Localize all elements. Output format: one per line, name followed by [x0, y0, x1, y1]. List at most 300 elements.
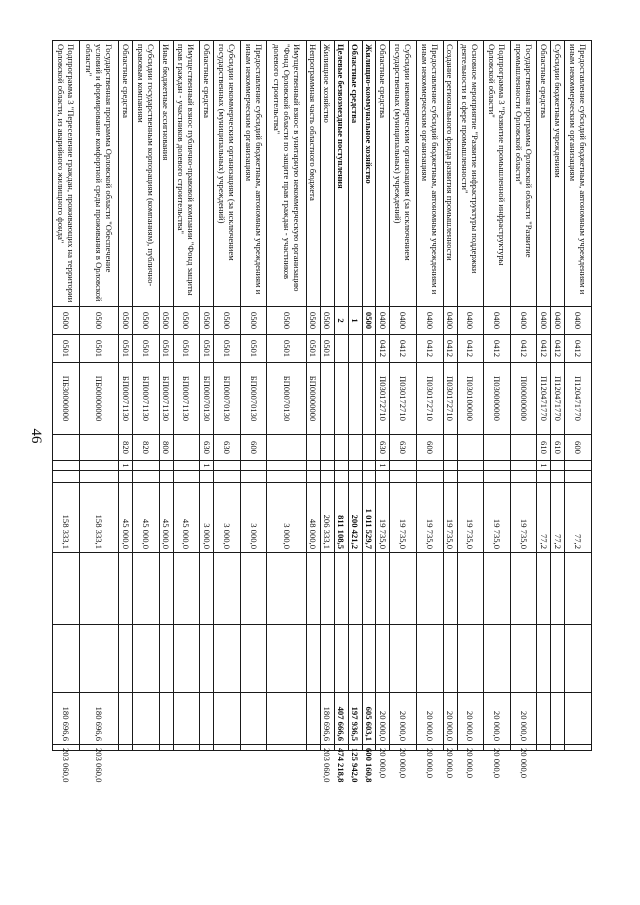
section-code: 0500: [200, 307, 214, 335]
amount-2021-blank: [484, 553, 511, 625]
amount-2021-blank: [376, 553, 390, 625]
amount-2021: 407 666,6: [334, 693, 348, 745]
amount-empty: [484, 471, 511, 483]
amount-2022: [214, 745, 241, 751]
amount-2021: 20 000,0: [484, 693, 511, 745]
amount-2021: 20 000,0: [417, 693, 444, 745]
table-row: [551, 41, 565, 861]
target-article-code: П000000000: [510, 363, 537, 435]
amount-2021: [551, 693, 565, 745]
amount-empty: [240, 471, 267, 483]
section-code: 0500: [240, 307, 267, 335]
target-article-code: БП00070130: [240, 363, 267, 435]
amount-2022: [159, 745, 173, 751]
spacer-cell: [173, 625, 200, 693]
amount-2021-blank: [306, 553, 320, 625]
table-row: [320, 41, 334, 861]
amount-2021-blank: [443, 553, 457, 625]
amount-2022: [565, 745, 592, 751]
amount-2020: 206 333,1: [320, 483, 334, 553]
table-row: [334, 41, 348, 861]
subsection-code: 0412: [510, 335, 537, 363]
amount-2021: [159, 693, 173, 745]
amount-2020: 77,2: [537, 483, 551, 553]
amount-2020: 3 000,0: [214, 483, 241, 553]
spacer-cell: [119, 625, 133, 693]
subsection-code: 0501: [119, 335, 133, 363]
spacer-cell: [565, 625, 592, 693]
row-name: Областные средства: [119, 41, 133, 307]
amount-2022: 20 000,0: [443, 745, 457, 751]
subsection-code: 0412: [376, 335, 390, 363]
row-name: Подпрограмма 3 "Развитие промышленной инфраструктуры Орловской области": [484, 41, 511, 307]
target-article-code: П030172710: [376, 363, 390, 435]
source-code: 1: [200, 461, 214, 471]
amount-2020: 45 000,0: [159, 483, 173, 553]
amount-2022: [240, 745, 267, 751]
expense-type-code: [362, 435, 376, 461]
source-code: [417, 461, 444, 471]
amount-2022: 20 000,0: [390, 745, 417, 751]
amount-2020: 77,2: [565, 483, 592, 553]
subsection-code: 0501: [200, 335, 214, 363]
amount-2022: 20 000,0: [376, 745, 390, 751]
amount-2022: 203 060,0: [53, 745, 80, 751]
target-article-code: БП00071130: [159, 363, 173, 435]
target-article-code: П120471770: [537, 363, 551, 435]
table-row: [417, 41, 444, 861]
amount-2021-blank: [267, 553, 306, 625]
section-code: 0400: [565, 307, 592, 335]
expense-type-code: 630: [376, 435, 390, 461]
spacer-cell: [79, 625, 118, 693]
amount-2021-blank: [565, 553, 592, 625]
section-code: 0500: [133, 307, 160, 335]
amount-empty: [119, 471, 133, 483]
target-article-code: [320, 363, 334, 435]
expense-type-code: 600: [565, 435, 592, 461]
spacer-cell: [510, 625, 537, 693]
table-row: [267, 41, 306, 861]
row-name: Жилищно-коммунальное хозяйство: [362, 41, 376, 307]
amount-empty: [457, 471, 484, 483]
table-row: [565, 41, 592, 861]
amount-2022: 20 000,0: [417, 745, 444, 751]
target-article-code: П030172710: [443, 363, 457, 435]
amount-2020: 19 735,0: [390, 483, 417, 553]
amount-2020: 45 000,0: [119, 483, 133, 553]
target-article-code: БП00071130: [173, 363, 200, 435]
amount-2021: [173, 693, 200, 745]
section-code: 0400: [551, 307, 565, 335]
amount-empty: [53, 471, 80, 483]
spacer-cell: [267, 625, 306, 693]
row-name: Предоставление субсидий бюджетным, автономным учреждениям и иным некоммерческим организациям: [240, 41, 267, 307]
table-row: [53, 41, 80, 861]
source-code: [133, 461, 160, 471]
spacer-cell: [306, 625, 320, 693]
amount-2021-blank: [510, 553, 537, 625]
spacer-cell: [334, 625, 348, 693]
amount-2021: [133, 693, 160, 745]
amount-2022: [119, 745, 133, 751]
spacer-cell: [240, 625, 267, 693]
table-row: [376, 41, 390, 861]
source-code: [390, 461, 417, 471]
spacer-cell: [200, 625, 214, 693]
section-code: 0400: [484, 307, 511, 335]
amount-2022: 474 218,8: [334, 745, 348, 751]
row-name: Областные средства: [537, 41, 551, 307]
amount-2021: [537, 693, 551, 745]
expense-type-code: [484, 435, 511, 461]
source-code: [457, 461, 484, 471]
amount-2020: 811 108,5: [334, 483, 348, 553]
amount-2020: 19 735,0: [510, 483, 537, 553]
section-code: 0400: [443, 307, 457, 335]
amount-2021: 20 000,0: [443, 693, 457, 745]
table-row: [133, 41, 160, 861]
amount-empty: [133, 471, 160, 483]
amount-2022: [200, 745, 214, 751]
amount-2021-blank: [390, 553, 417, 625]
target-article-code: П120471770: [551, 363, 565, 435]
source-code: [443, 461, 457, 471]
amount-2021-blank: [457, 553, 484, 625]
amount-2021: [267, 693, 306, 745]
subsection-code: 0501: [240, 335, 267, 363]
amount-2021-blank: [334, 553, 348, 625]
target-article-code: БП00071130: [133, 363, 160, 435]
expense-type-code: [267, 435, 306, 461]
source-code: [306, 461, 320, 471]
amount-2022: [306, 745, 320, 751]
subsection-code: 0412: [457, 335, 484, 363]
table-row: [484, 41, 511, 861]
amount-empty: [267, 471, 306, 483]
spacer-cell: [443, 625, 457, 693]
row-name: Имущественный взнос в унитарную некоммерческую организацию "Фонд Орловской области по защите прав граждан - участников долевого строительства": [267, 41, 306, 307]
source-code: [348, 461, 362, 471]
source-code: [551, 461, 565, 471]
amount-2021-blank: [79, 553, 118, 625]
source-code: [159, 461, 173, 471]
table-row: [348, 41, 362, 861]
amount-2021: 180 696,6: [320, 693, 334, 745]
spacer-cell: [53, 625, 80, 693]
amount-2021: [214, 693, 241, 745]
subsection-code: 0412: [484, 335, 511, 363]
row-name: Субсидии государственным корпорациям (компаниям), публично-правовым компаниям: [133, 41, 160, 307]
amount-2020: 3 000,0: [200, 483, 214, 553]
row-name: Областные средства: [200, 41, 214, 307]
section-code: 0500: [159, 307, 173, 335]
amount-2021-blank: [200, 553, 214, 625]
section-code: 0400: [376, 307, 390, 335]
subsection-code: 0501: [159, 335, 173, 363]
amount-2022: [537, 745, 551, 751]
section-code: 0400: [417, 307, 444, 335]
expense-type-code: 820: [133, 435, 160, 461]
amount-2021-blank: [53, 553, 80, 625]
amount-empty: [417, 471, 444, 483]
amount-2021: 20 000,0: [390, 693, 417, 745]
amount-2020: 19 735,0: [457, 483, 484, 553]
expense-type-code: 600: [240, 435, 267, 461]
amount-2022: [551, 745, 565, 751]
row-name: Субсидии некоммерческим организациям (за исключением государственных (муниципальных) учреждений): [214, 41, 241, 307]
amount-2020: 19 735,0: [484, 483, 511, 553]
amount-empty: [551, 471, 565, 483]
table-row: [537, 41, 551, 861]
source-code: [565, 461, 592, 471]
amount-2021-blank: [240, 553, 267, 625]
expense-type-code: 820: [119, 435, 133, 461]
expense-type-code: [173, 435, 200, 461]
amount-empty: [510, 471, 537, 483]
expense-type-code: [457, 435, 484, 461]
amount-2021-blank: [133, 553, 160, 625]
table-row: [79, 41, 118, 861]
amount-2020: 158 333,1: [53, 483, 80, 553]
subsection-code: 0412: [537, 335, 551, 363]
section-code: 0500: [267, 307, 306, 335]
amount-empty: [443, 471, 457, 483]
subsection-code: 0412: [417, 335, 444, 363]
section-code: 0500: [362, 307, 376, 335]
source-code: 1: [376, 461, 390, 471]
subsection-code: 0501: [53, 335, 80, 363]
section-code: 2: [334, 307, 348, 335]
expense-type-code: [53, 435, 80, 461]
table-row: [510, 41, 537, 861]
section-code: 0500: [214, 307, 241, 335]
amount-empty: [362, 471, 376, 483]
subsection-code: 0501: [320, 335, 334, 363]
section-code: 0500: [119, 307, 133, 335]
spacer-cell: [551, 625, 565, 693]
target-article-code: БП00070130: [200, 363, 214, 435]
spacer-cell: [376, 625, 390, 693]
expense-type-code: [320, 435, 334, 461]
spacer-cell: [320, 625, 334, 693]
source-code: [79, 461, 118, 471]
target-article-code: П120471770: [565, 363, 592, 435]
source-code: [510, 461, 537, 471]
budget-table-rotated: [52, 40, 592, 860]
subsection-code: [334, 335, 348, 363]
subsection-code: 0412: [390, 335, 417, 363]
target-article-code: П030172710: [417, 363, 444, 435]
target-article-code: БП00070130: [267, 363, 306, 435]
source-code: [362, 461, 376, 471]
target-article-code: П030172710: [390, 363, 417, 435]
table-row: [159, 41, 173, 861]
amount-2021-blank: [214, 553, 241, 625]
amount-empty: [537, 471, 551, 483]
row-name: Целевые безвозмездные поступления: [334, 41, 348, 307]
spacer-cell: [390, 625, 417, 693]
target-article-code: БП00070130: [214, 363, 241, 435]
source-code: [334, 461, 348, 471]
amount-2021: 180 696,6: [53, 693, 80, 745]
amount-2020: 45 000,0: [133, 483, 160, 553]
source-code: [267, 461, 306, 471]
expense-type-code: 630: [390, 435, 417, 461]
source-code: [240, 461, 267, 471]
subsection-code: 0501: [173, 335, 200, 363]
row-name: Государственная программа Орловской области "Обеспечение условий и формирование комфортной среды проживания в Орловской области": [79, 41, 118, 307]
amount-empty: [565, 471, 592, 483]
amount-2021: [119, 693, 133, 745]
spacer-cell: [484, 625, 511, 693]
amount-2021-blank: [362, 553, 376, 625]
target-article-code: П030000000: [484, 363, 511, 435]
subsection-code: [348, 335, 362, 363]
source-code: 1: [537, 461, 551, 471]
spacer-cell: [362, 625, 376, 693]
amount-2022: 203 060,0: [79, 745, 118, 751]
subsection-code: 0412: [565, 335, 592, 363]
amount-2021-blank: [348, 553, 362, 625]
amount-2020: 45 000,0: [173, 483, 200, 553]
row-name: Основное мероприятие "Развитие инфраструктуры поддержки деятельности в сфере промышленности": [457, 41, 484, 307]
table-row: [240, 41, 267, 861]
row-name: Жилищное хозяйство: [320, 41, 334, 307]
row-name: Иные бюджетные ассигнования: [159, 41, 173, 307]
section-code: 0500: [320, 307, 334, 335]
subsection-code: 0501: [79, 335, 118, 363]
amount-2021: [200, 693, 214, 745]
source-code: [53, 461, 80, 471]
amount-2022: 203 060,0: [320, 745, 334, 751]
section-code: 0500: [79, 307, 118, 335]
amount-empty: [306, 471, 320, 483]
spacer-cell: [133, 625, 160, 693]
amount-2022: 125 942,0: [348, 745, 362, 751]
row-name: Субсидии бюджетным учреждениям: [551, 41, 565, 307]
amount-2020: 48 000,0: [306, 483, 320, 553]
subsection-code: 0412: [443, 335, 457, 363]
amount-empty: [348, 471, 362, 483]
amount-2020: 158 333,1: [79, 483, 118, 553]
row-name: Государственная программа Орловской области "Развитие промышленности Орловской области": [510, 41, 537, 307]
budget-table: [52, 40, 592, 861]
amount-2020: 19 735,0: [417, 483, 444, 553]
table-row: [119, 41, 133, 861]
amount-empty: [214, 471, 241, 483]
subsection-code: 0501: [306, 335, 320, 363]
section-code: 0400: [457, 307, 484, 335]
subsection-code: 0501: [267, 335, 306, 363]
section-code: 1: [348, 307, 362, 335]
amount-2021: 20 000,0: [376, 693, 390, 745]
section-code: 0500: [53, 307, 80, 335]
expense-type-code: 800: [159, 435, 173, 461]
expense-type-code: 600: [417, 435, 444, 461]
amount-2021: 20 000,0: [457, 693, 484, 745]
amount-2022: 600 160,8: [362, 745, 376, 751]
amount-2022: 20 000,0: [457, 745, 484, 751]
source-code: 1: [119, 461, 133, 471]
row-name: Предоставление субсидий бюджетным, автономным учреждениям и иным некоммерческим организациям: [417, 41, 444, 307]
amount-2022: 20 000,0: [484, 745, 511, 751]
amount-empty: [200, 471, 214, 483]
target-article-code: БП00071130: [119, 363, 133, 435]
amount-2021: 20 000,0: [510, 693, 537, 745]
amount-2022: [133, 745, 160, 751]
section-code: 0400: [537, 307, 551, 335]
amount-2021-blank: [159, 553, 173, 625]
subsection-code: [362, 335, 376, 363]
spacer-cell: [537, 625, 551, 693]
amount-2020: 3 000,0: [240, 483, 267, 553]
row-name: Субсидии некоммерческим организациям (за исключением государственных (муниципальных) учреждений): [390, 41, 417, 307]
source-code: [173, 461, 200, 471]
amount-2021-blank: [173, 553, 200, 625]
amount-2021-blank: [119, 553, 133, 625]
amount-2021: [306, 693, 320, 745]
row-name: Областные средства: [376, 41, 390, 307]
table-row: [390, 41, 417, 861]
amount-empty: [79, 471, 118, 483]
table-row: [362, 41, 376, 861]
subsection-code: 0501: [133, 335, 160, 363]
row-name: Создание регионального фонда развития промышленности: [443, 41, 457, 307]
expense-type-code: [79, 435, 118, 461]
expense-type-code: [348, 435, 362, 461]
section-code: 0400: [510, 307, 537, 335]
subsection-code: 0412: [551, 335, 565, 363]
amount-2021: 605 603,1: [362, 693, 376, 745]
target-article-code: БП00000000: [306, 363, 320, 435]
spacer-cell: [159, 625, 173, 693]
row-name: Непрограммная часть областного бюджета: [306, 41, 320, 307]
amount-empty: [334, 471, 348, 483]
table-row: [443, 41, 457, 861]
page-number: 46: [28, 428, 44, 444]
expense-type-code: 630: [200, 435, 214, 461]
expense-type-code: [306, 435, 320, 461]
target-article-code: П030100000: [457, 363, 484, 435]
target-article-code: [348, 363, 362, 435]
row-name: Имущественный взнос публично-правовой компании "Фонд защиты прав граждан - участников долевого строительства": [173, 41, 200, 307]
target-article-code: [334, 363, 348, 435]
amount-empty: [320, 471, 334, 483]
table-row: [200, 41, 214, 861]
amount-2021: 180 696,6: [79, 693, 118, 745]
expense-type-code: 630: [214, 435, 241, 461]
row-name: Областные средства: [348, 41, 362, 307]
amount-2021: [565, 693, 592, 745]
amount-empty: [390, 471, 417, 483]
amount-empty: [159, 471, 173, 483]
amount-2020: 200 421,2: [348, 483, 362, 553]
subsection-code: 0501: [214, 335, 241, 363]
amount-2020: 19 735,0: [376, 483, 390, 553]
source-code: [484, 461, 511, 471]
amount-2020: 19 735,0: [443, 483, 457, 553]
amount-2020: 3 000,0: [267, 483, 306, 553]
spacer-cell: [417, 625, 444, 693]
amount-2020: 77,2: [551, 483, 565, 553]
table-row: [457, 41, 484, 861]
table-row: [306, 41, 320, 861]
amount-empty: [173, 471, 200, 483]
table-row: [173, 41, 200, 861]
amount-2021: 197 936,5: [348, 693, 362, 745]
amount-2022: 20 000,0: [510, 745, 537, 751]
